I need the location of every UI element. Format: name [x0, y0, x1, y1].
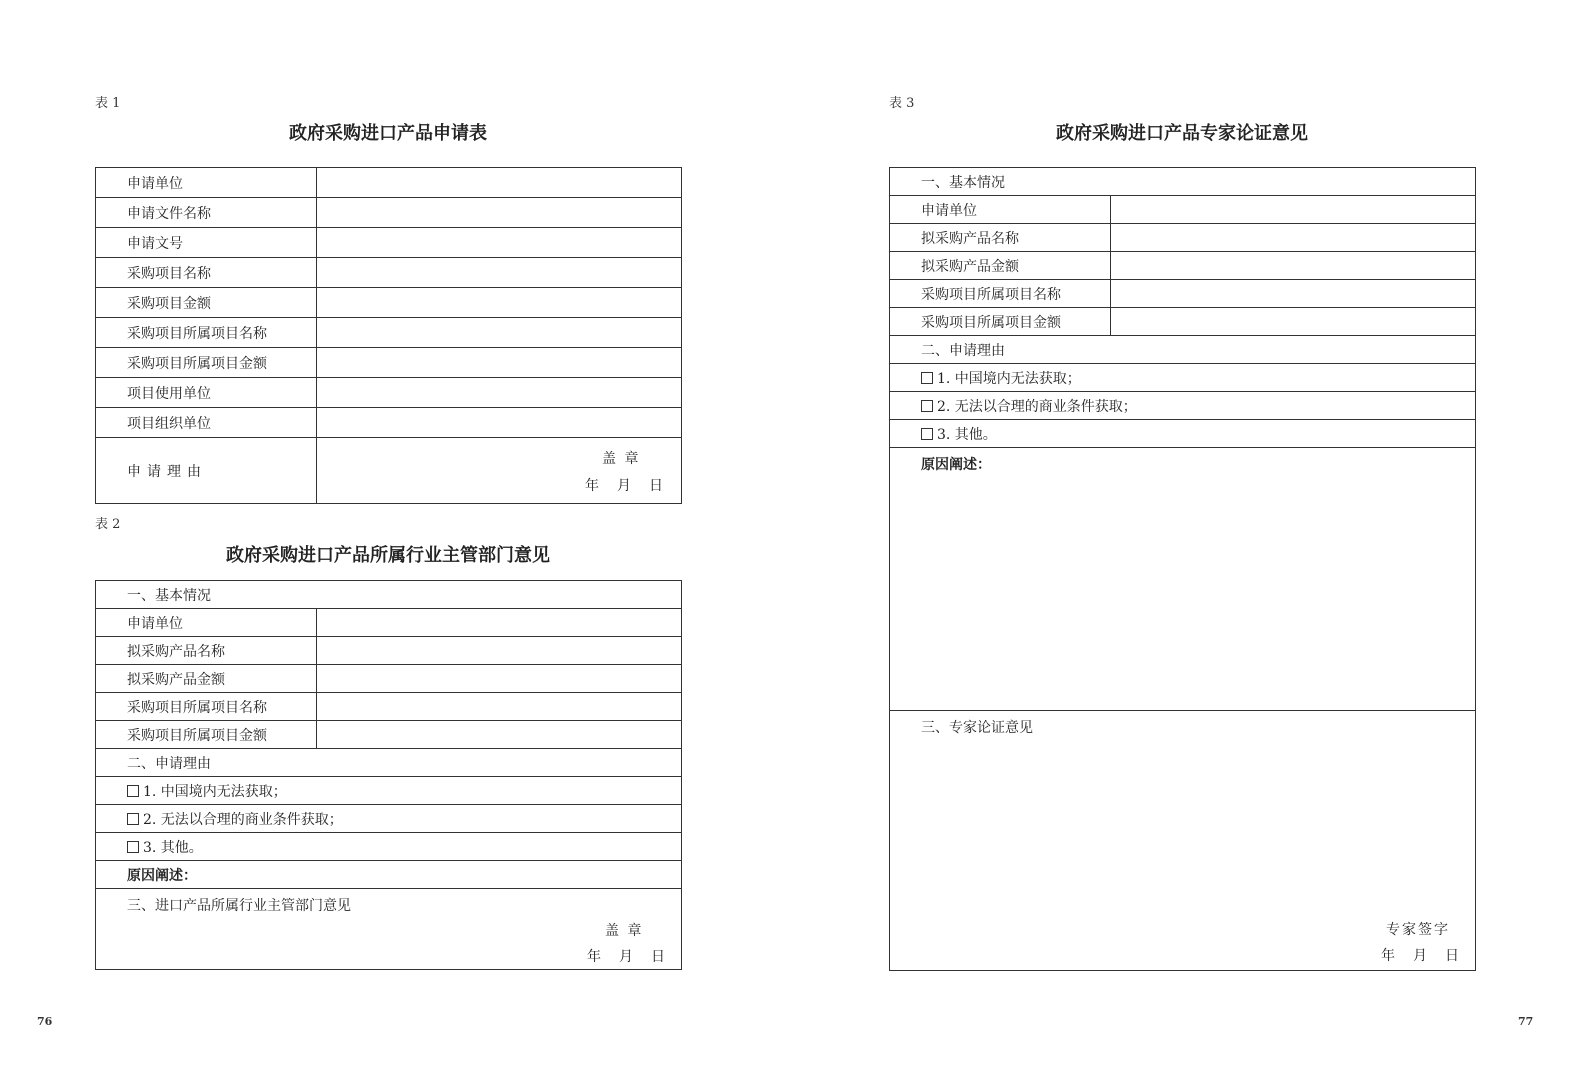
table2-row-value[interactable] — [317, 637, 682, 665]
table2-section-opinion-cell[interactable] — [96, 889, 682, 970]
table1-row-label: 采购项目名称 — [96, 258, 317, 288]
table2-reason-desc[interactable]: 原因阐述： — [96, 861, 682, 889]
table1-row-label: 项目组织单位 — [96, 408, 317, 438]
table2-label: 表 2 — [95, 517, 121, 532]
table3-row-label: 申请单位 — [890, 196, 1111, 224]
table1-row-value[interactable] — [317, 198, 682, 228]
table2-section-opinion: 三、进口产品所属行业主管部门意见 — [127, 898, 351, 914]
table1-row-value[interactable] — [317, 168, 682, 198]
table3-date-text: 年 月 日 — [1381, 948, 1461, 964]
table1-row-label: 项目使用单位 — [96, 378, 317, 408]
table1-label: 表 1 — [95, 96, 121, 111]
table2-section-basic: 一、基本情况 — [96, 581, 682, 609]
page-number-right: 77 — [1518, 1015, 1534, 1028]
table2-row-label: 采购项目所属项目名称 — [96, 693, 317, 721]
table2-option[interactable] — [96, 777, 682, 805]
table3-option[interactable] — [890, 392, 1476, 420]
table1-row-value[interactable] — [317, 288, 682, 318]
checkbox-icon[interactable] — [921, 400, 933, 412]
table3-option[interactable] — [890, 420, 1476, 448]
table3-option-text: 1. 中国境内无法获取； — [937, 370, 1081, 387]
table1-row-value[interactable] — [317, 228, 682, 258]
table1-date-text: 年 月 日 — [585, 478, 665, 494]
page-number-left: 76 — [37, 1015, 53, 1028]
checkbox-icon[interactable] — [127, 785, 139, 797]
checkbox-icon[interactable] — [921, 428, 933, 440]
checkbox-icon[interactable] — [921, 372, 933, 384]
table3-option-text: 2. 无法以合理的商业条件获取； — [937, 398, 1137, 415]
table1-seal-text: 盖 章 — [602, 451, 641, 467]
table2-option-text: 3. 其他。 — [143, 839, 203, 856]
table3-expert-opinion-cell[interactable] — [890, 711, 1476, 971]
table3-signature-text: 专家签字 — [1386, 922, 1450, 938]
table1-reason-value[interactable] — [317, 438, 682, 504]
table2-option-text: 2. 无法以合理的商业条件获取； — [143, 811, 343, 828]
table3-row-value[interactable] — [1111, 196, 1476, 224]
table1-reason-label: 申请理由 — [96, 438, 317, 504]
table3-section-reason: 二、申请理由 — [890, 336, 1476, 364]
table2-option-text: 1. 中国境内无法获取； — [143, 783, 287, 800]
table3-row-label: 采购项目所属项目名称 — [890, 280, 1111, 308]
table3-option-text: 3. 其他。 — [937, 426, 997, 443]
table1-row-value[interactable] — [317, 348, 682, 378]
table2-title: 政府采购进口产品所属行业主管部门意见 — [226, 545, 550, 566]
table2-row-value[interactable] — [317, 609, 682, 637]
table1-row-label: 申请单位 — [96, 168, 317, 198]
table2-option[interactable] — [96, 833, 682, 861]
table3-section-basic: 一、基本情况 — [890, 168, 1476, 196]
table2-row-label: 申请单位 — [96, 609, 317, 637]
table1-row-label: 采购项目金额 — [96, 288, 317, 318]
table2-section-reason: 二、申请理由 — [96, 749, 682, 777]
table1-row-label: 采购项目所属项目金额 — [96, 348, 317, 378]
table3-row-label: 采购项目所属项目金额 — [890, 308, 1111, 336]
table3-label: 表 3 — [889, 96, 915, 111]
table1-row-value[interactable] — [317, 318, 682, 348]
table3-expert-opinion-form — [889, 167, 1476, 971]
table3-title: 政府采购进口产品专家论证意见 — [1056, 123, 1308, 144]
checkbox-icon[interactable] — [127, 813, 139, 825]
table2-row-label: 拟采购产品名称 — [96, 637, 317, 665]
table3-row-value[interactable] — [1111, 308, 1476, 336]
table1-row-value[interactable] — [317, 378, 682, 408]
table2-department-opinion-form — [95, 580, 682, 970]
table3-option[interactable] — [890, 364, 1476, 392]
table3-row-label: 拟采购产品名称 — [890, 224, 1111, 252]
table3-row-label: 拟采购产品金额 — [890, 252, 1111, 280]
table2-row-value[interactable] — [317, 665, 682, 693]
table1-application-form — [95, 167, 682, 504]
checkbox-icon[interactable] — [127, 841, 139, 853]
table2-row-label: 拟采购产品金额 — [96, 665, 317, 693]
table1-row-value[interactable] — [317, 258, 682, 288]
table3-row-value[interactable] — [1111, 252, 1476, 280]
table1-row-label: 申请文件名称 — [96, 198, 317, 228]
table2-row-value[interactable] — [317, 721, 682, 749]
table1-row-label: 采购项目所属项目名称 — [96, 318, 317, 348]
table3-section-opinion: 三、专家论证意见 — [921, 720, 1033, 736]
table3-row-value[interactable] — [1111, 224, 1476, 252]
table1-row-label: 申请文号 — [96, 228, 317, 258]
table2-date-text: 年 月 日 — [587, 949, 667, 965]
table3-row-value[interactable] — [1111, 280, 1476, 308]
table2-option[interactable] — [96, 805, 682, 833]
table3-reason-desc: 原因阐述： — [921, 457, 991, 473]
table1-title: 政府采购进口产品申请表 — [289, 123, 487, 144]
table2-row-value[interactable] — [317, 693, 682, 721]
table2-row-label: 采购项目所属项目金额 — [96, 721, 317, 749]
table3-reason-desc-cell[interactable] — [890, 448, 1476, 711]
table1-row-value[interactable] — [317, 408, 682, 438]
table2-seal-text: 盖 章 — [605, 923, 644, 939]
